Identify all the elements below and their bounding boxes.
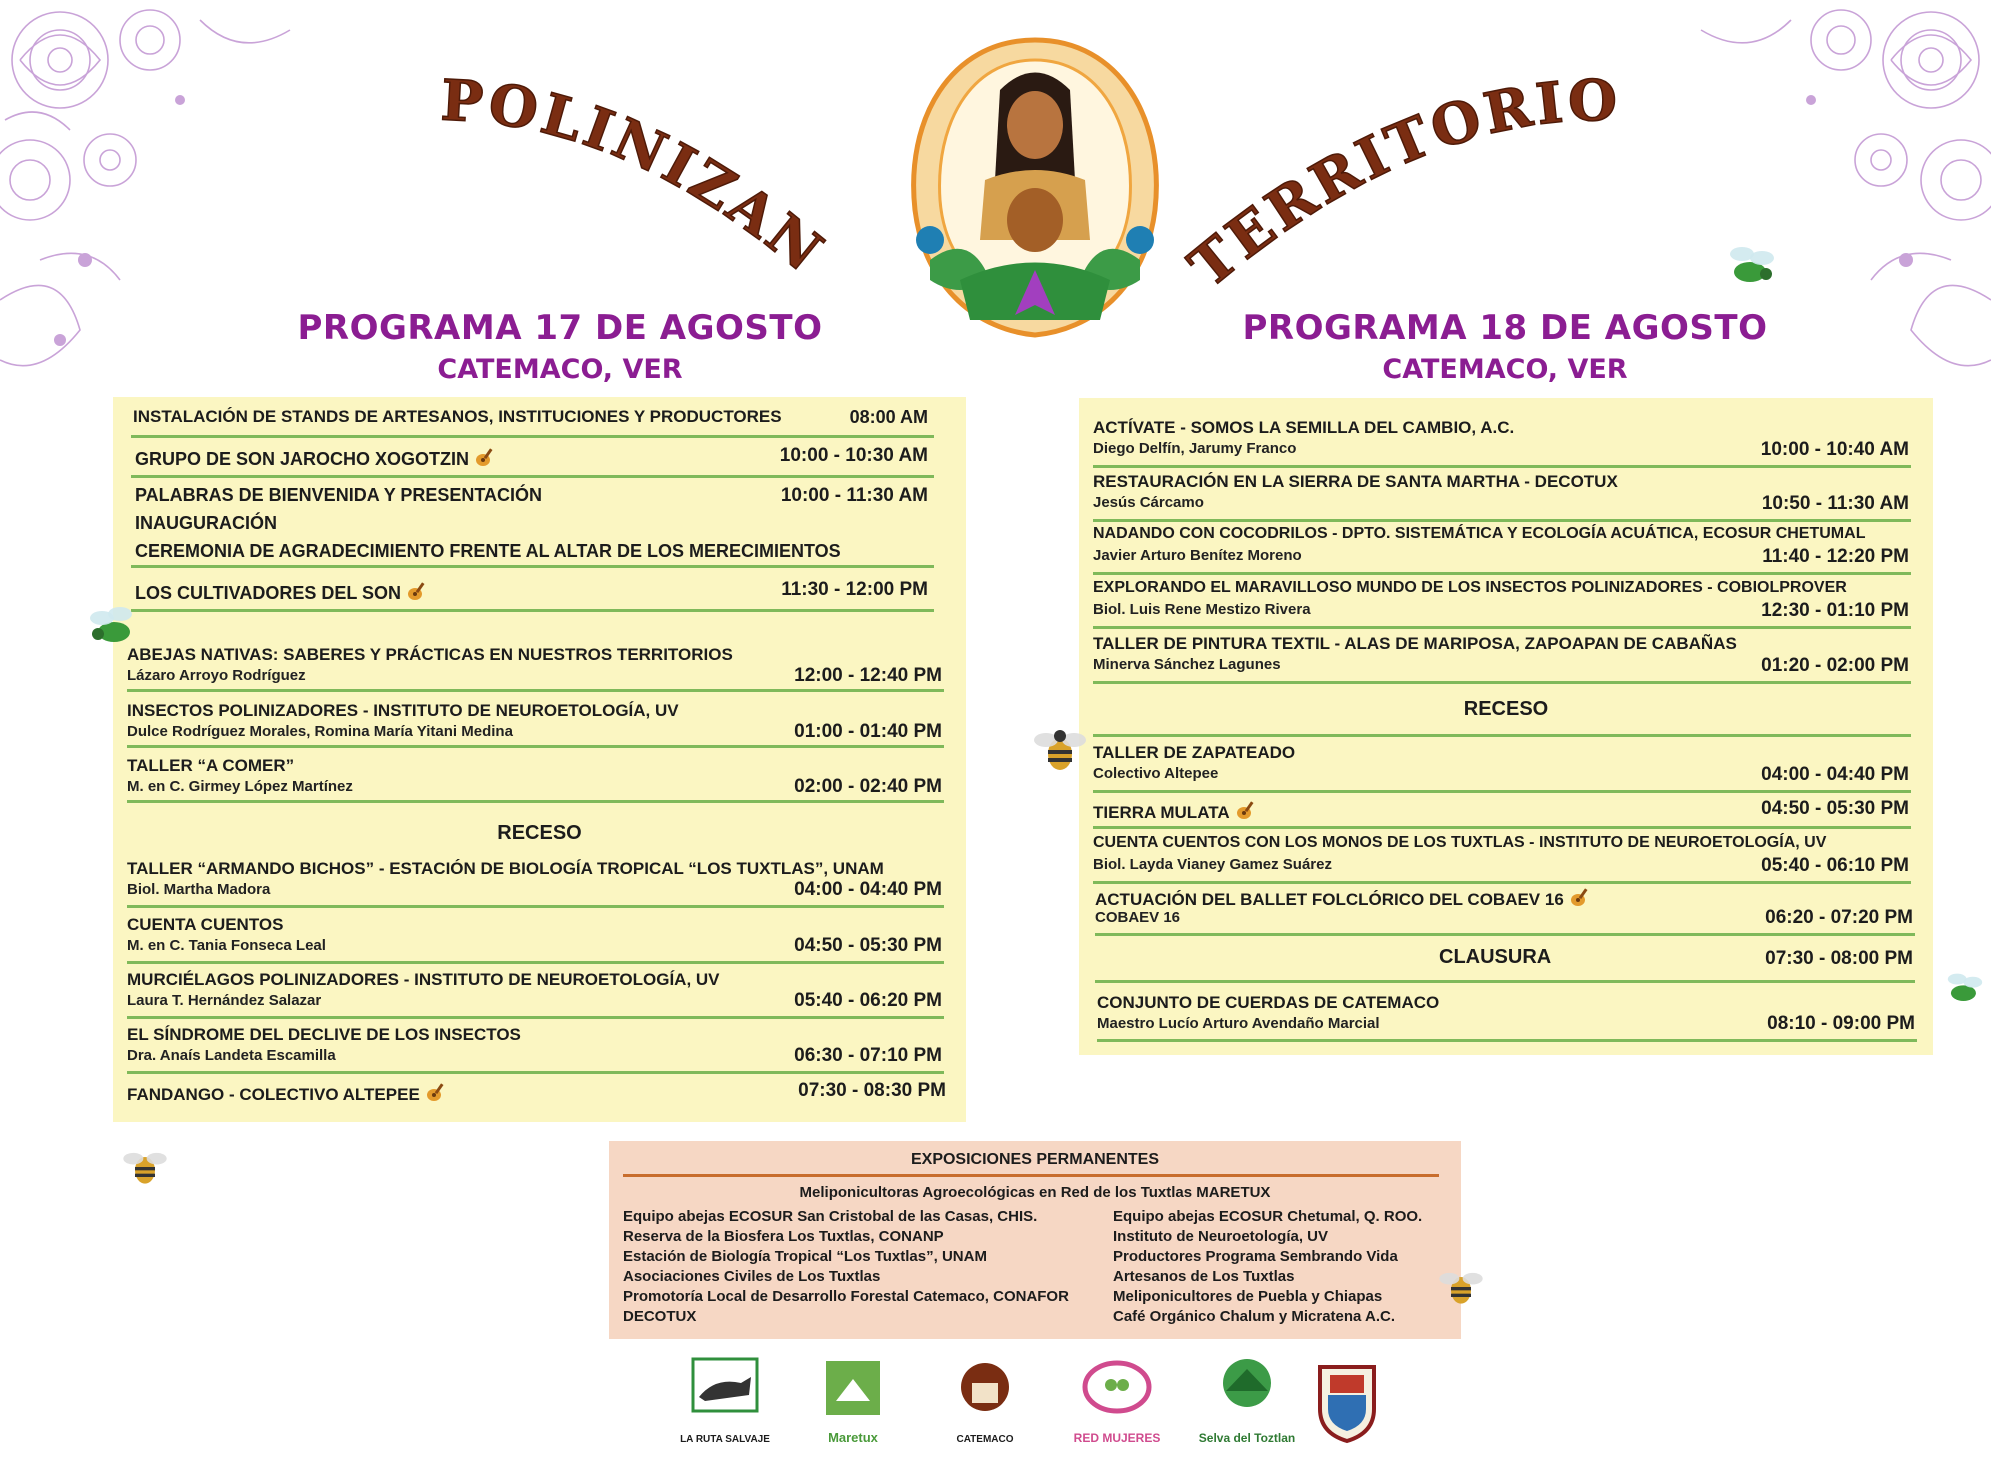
program-heading-left [110, 308, 1010, 385]
item-speaker: Lázaro Arroyo Rodríguez [127, 667, 306, 684]
item-speaker: Dra. Anaís Landeta Escamilla [127, 1047, 336, 1064]
schedule-item-closing [1079, 946, 1933, 986]
item-speaker: Maestro Lucío Arturo Avendaño Marcial [1097, 1015, 1380, 1032]
item-title: EL SÍNDROME DEL DECLIVE DE LOS INSECTOS [127, 1025, 521, 1044]
red-mujeres-icon [1077, 1355, 1157, 1425]
schedule-item [113, 1025, 966, 1073]
schedule-item [113, 485, 966, 565]
item-time: 06:30 - 07:10 PM [794, 1045, 942, 1066]
divider [127, 1071, 944, 1074]
maretux-icon [818, 1355, 888, 1425]
divider [1093, 519, 1911, 522]
exhibitor: Artesanos de Los Tuxtlas [1113, 1268, 1295, 1285]
item-title: PALABRAS DE BIENVENIDA Y PRESENTACIÓN [135, 485, 543, 505]
item-time: 12:30 - 01:10 PM [1761, 600, 1909, 621]
logo-text: CATEMACO [956, 1434, 1014, 1445]
logo-text: Selva del Toztlan [1198, 1431, 1296, 1445]
guitar-icon [1236, 798, 1260, 820]
exhibitor: Estación de Biología Tropical “Los Tuxtlas”, UNAM [623, 1248, 987, 1265]
schedule-item [113, 701, 966, 749]
divider [1093, 826, 1911, 829]
schedule-item [1079, 579, 1933, 629]
guitar-icon [407, 579, 431, 601]
divider [131, 475, 934, 478]
item-speaker: Biol. Layda Vianey Gamez Suárez [1093, 856, 1332, 873]
logo-selva-del-toztlan [1198, 1355, 1296, 1445]
divider [1093, 572, 1911, 575]
logo-text: Maretux [828, 1430, 878, 1445]
schedule-item [113, 575, 966, 615]
item-title: MURCIÉLAGOS POLINIZADORES - INSTITUTO DE NEUROETOLOGÍA, UV [127, 970, 720, 989]
schedule-panel-day2 [1079, 398, 1933, 1055]
item-speaker: Dulce Rodríguez Morales, Romina María Yitani Medina [127, 723, 513, 740]
exhibitor: Reserva de la Biosfera Los Tuxtlas, CONANP [623, 1228, 944, 1245]
item-title [127, 1080, 450, 1105]
item-speaker: Colectivo Altepee [1093, 765, 1219, 782]
divider [127, 689, 944, 692]
bee-icon [1436, 1262, 1486, 1312]
break-label: RECESO [497, 822, 582, 844]
schedule-panel-day1 [113, 397, 966, 1122]
item-speaker: Javier Arturo Benítez Moreno [1093, 547, 1302, 564]
schedule-item [1079, 472, 1933, 522]
item-title [1093, 798, 1260, 823]
divider [131, 609, 934, 612]
item-time: 10:00 - 11:30 AM [780, 485, 928, 506]
schedule-item [113, 756, 966, 804]
item-time: 10:50 - 11:30 AM [1761, 493, 1909, 514]
logo-municipal-shield [1302, 1355, 1392, 1445]
schedule-item [1079, 993, 1933, 1043]
item-title: TALLER “ARMANDO BICHOS” - ESTACIÓN DE BIOLOGÍA TROPICAL “LOS TUXTLAS”, UNAM [127, 859, 884, 878]
item-title: EXPLORANDO EL MARAVILLOSO MUNDO DE LOS INSECTOS POLINIZADORES - COBIOLPROVER [1093, 579, 1847, 596]
item-title: TALLER DE ZAPATEADO [1093, 743, 1296, 762]
exhibitions-box [609, 1141, 1461, 1339]
exhibitions-heading: EXPOSICIONES PERMANENTES [910, 1151, 1160, 1168]
item-speaker: COBAEV 16 [1095, 909, 1181, 926]
item-title-text: FANDANGO - COLECTIVO ALTEPEE [127, 1085, 420, 1104]
item-title: RESTAURACIÓN EN LA SIERRA DE SANTA MARTHA - DECOTUX [1093, 472, 1618, 491]
divider [1093, 734, 1911, 737]
item-time: 01:00 - 01:40 PM [794, 721, 942, 742]
guitar-icon [475, 445, 499, 467]
logo-text: RED MUJERES [1073, 1431, 1161, 1445]
program-date-left: PROGRAMA 17 DE AGOSTO [297, 308, 823, 348]
item-title-text: GRUPO DE SON JAROCHO XOGOTZIN [135, 449, 470, 469]
logo-maretux [808, 1355, 898, 1445]
item-title: NADANDO CON COCODRILOS - DPTO. SISTEMÁTICA Y ECOLOGÍA ACUÁTICA, ECOSUR CHETUMAL [1093, 525, 1866, 542]
divider [1097, 1039, 1917, 1042]
closing-time: 07:30 - 08:00 PM [1765, 948, 1913, 969]
item-time: 08:10 - 09:00 PM [1767, 1013, 1915, 1034]
schedule-item [113, 970, 966, 1018]
divider [127, 905, 944, 908]
divider [131, 435, 934, 438]
schedule-item [113, 445, 966, 481]
jaguar-icon [685, 1355, 765, 1415]
divider [623, 1174, 1439, 1177]
exhibitor: Equipo abejas ECOSUR San Cristobal de las Casas, CHIS. [623, 1208, 1038, 1225]
item-time: 04:50 - 05:30 PM [1761, 798, 1909, 819]
schedule-item [1079, 634, 1933, 684]
schedule-item [1079, 743, 1933, 793]
selva-icon [1212, 1355, 1282, 1415]
central-emblem-illustration [890, 30, 1180, 345]
divider [127, 800, 944, 803]
item-time: 04:00 - 04:40 PM [794, 879, 942, 900]
item-speaker: M. en C. Tania Fonseca Leal [127, 937, 326, 954]
divider [1093, 626, 1911, 629]
item-speaker: Jesús Cárcamo [1093, 494, 1204, 511]
green-bee-icon [80, 600, 144, 656]
title-word-left [393, 8, 840, 300]
schedule-item [113, 1080, 966, 1120]
shield-icon [1312, 1355, 1382, 1445]
divider [1095, 933, 1915, 936]
item-title: INSECTOS POLINIZADORES - INSTITUTO DE NEUROETOLOGÍA, UV [127, 701, 679, 720]
item-time: 12:00 - 12:40 PM [794, 665, 942, 686]
bee-icon [120, 1142, 170, 1192]
divider [127, 961, 944, 964]
divider [1093, 681, 1911, 684]
item-title: CUENTA CUENTOS CON LOS MONOS DE LOS TUXTLAS - INSTITUTO DE NEUROETOLOGÍA, UV [1093, 834, 1827, 851]
guitar-icon [1570, 885, 1594, 907]
schedule-item [1079, 798, 1933, 828]
sponsor-logos [680, 1355, 1360, 1455]
item-title: TALLER DE PINTURA TEXTIL - ALAS DE MARIPOSA, ZAPOAPAN DE CABAÑAS [1093, 634, 1737, 653]
item-title-line2: INAUGURACIÓN [135, 513, 277, 533]
schedule-item [1079, 525, 1933, 575]
closing-label: CLAUSURA [1439, 946, 1552, 968]
schedule-item [1079, 834, 1933, 884]
exhibitor: Meliponicultores de Puebla y Chiapas [1113, 1288, 1383, 1305]
item-title: ACTÍVATE - SOMOS LA SEMILLA DEL CAMBIO, A.C. [1093, 418, 1515, 437]
guitar-icon [426, 1080, 450, 1102]
item-time: 05:40 - 06:10 PM [1761, 855, 1909, 876]
item-time: 08:00 AM [849, 407, 928, 427]
logo-la-ruta-salvaje [680, 1355, 770, 1445]
item-title: CUENTA CUENTOS [127, 915, 284, 934]
item-time: 01:20 - 02:00 PM [1761, 655, 1909, 676]
logo-text: LA RUTA SALVAJE [680, 1434, 770, 1445]
schedule-item [1079, 885, 1933, 935]
item-title: ABEJAS NATIVAS: SABERES Y PRÁCTICAS EN NUESTROS TERRITORIOS [127, 645, 733, 664]
item-time: 04:00 - 04:40 PM [1761, 764, 1909, 785]
divider [1093, 881, 1911, 884]
svg-text:TERRITORIOS: TERRITORIOS [1177, 8, 1622, 301]
item-title: INSTALACIÓN DE STANDS DE ARTESANOS, INSTITUCIONES Y PRODUCTORES [133, 407, 782, 426]
item-time: 07:30 - 08:30 PM [798, 1080, 946, 1101]
item-speaker: Biol. Luis Rene Mestizo Rivera [1093, 601, 1311, 618]
item-title-text: LOS CULTIVADORES DEL SON [135, 583, 402, 603]
item-speaker: Laura T. Hernández Salazar [127, 992, 322, 1009]
exhibitor: Productores Programa Sembrando Vida [1113, 1248, 1398, 1265]
item-title [135, 445, 499, 470]
item-time: 04:50 - 05:30 PM [794, 935, 942, 956]
item-title [1095, 885, 1594, 910]
divider [127, 745, 944, 748]
divider [1093, 790, 1911, 793]
exhibitor: Promotoría Local de Desarrollo Forestal Catemaco, CONAFOR [623, 1288, 1069, 1305]
item-speaker: Minerva Sánchez Lagunes [1093, 656, 1281, 673]
item-title-text: TIERRA MULATA [1093, 803, 1230, 822]
program-heading-right [1055, 308, 1955, 385]
divider [1093, 465, 1911, 468]
break-label: RECESO [1463, 698, 1549, 720]
schedule-item [113, 915, 966, 963]
catemaco-icon [950, 1355, 1020, 1425]
divider [131, 565, 934, 568]
logo-catemaco [940, 1355, 1030, 1445]
item-time: 02:00 - 02:40 PM [794, 776, 942, 797]
program-date-right: PROGRAMA 18 DE AGOSTO [1242, 308, 1768, 348]
item-title: CONJUNTO DE CUERDAS DE CATEMACO [1097, 993, 1440, 1012]
bee-icon [1030, 720, 1090, 780]
schedule-item [113, 407, 966, 443]
item-speaker: Diego Delfín, Jarumy Franco [1093, 440, 1297, 457]
program-city-left: CATEMACO, VER [437, 354, 683, 385]
item-time: 05:40 - 06:20 PM [794, 990, 942, 1011]
item-speaker: M. en C. Girmey López Martínez [127, 778, 353, 795]
item-title [135, 579, 431, 604]
exhibitors-left-column [623, 1207, 1069, 1327]
item-time: 10:00 - 10:40 AM [1760, 439, 1909, 460]
svg-text:POLINIZANDO: POLINIZANDO [393, 8, 838, 288]
program-city-right: CATEMACO, VER [1382, 354, 1628, 385]
schedule-item [113, 645, 966, 693]
item-title-line3: CEREMONIA DE AGRADECIMIENTO FRENTE AL ALTAR DE LOS MERECIMIENTOS [135, 541, 841, 561]
exhibitor: Asociaciones Civiles de Los Tuxtlas [623, 1268, 881, 1285]
title-word-right [1177, 8, 1622, 301]
exhibitor: Café Orgánico Chalum y Micratena A.C. [1113, 1308, 1396, 1325]
exhibitors-right-column [1113, 1207, 1422, 1327]
exhibitor: Instituto de Neuroetología, UV [1113, 1228, 1329, 1245]
exhibitions-subheading: Meliponicultoras Agroecológicas en Red de los Tuxtlas MARETUX [799, 1184, 1271, 1201]
item-time: 11:40 - 12:20 PM [1762, 546, 1909, 567]
item-time: 11:30 - 12:00 PM [781, 579, 928, 600]
item-title: TALLER “A COMER” [127, 756, 295, 775]
divider [1095, 980, 1915, 983]
logo-red-mujeres [1072, 1355, 1162, 1445]
item-time: 06:20 - 07:20 PM [1765, 907, 1913, 928]
item-title-text: ACTUACIÓN DEL BALLET FOLCLÓRICO DEL COBAEV 16 [1095, 890, 1564, 909]
divider [127, 1016, 944, 1019]
exhibitor: DECOTUX [623, 1308, 697, 1325]
green-bee-icon [1940, 965, 1990, 1015]
item-time: 10:00 - 10:30 AM [779, 445, 928, 466]
item-speaker: Biol. Martha Madora [127, 881, 271, 898]
schedule-item [113, 859, 966, 907]
exhibitor: Equipo abejas ECOSUR Chetumal, Q. ROO. [1113, 1208, 1423, 1225]
schedule-item [1079, 418, 1933, 468]
green-bee-icon [1720, 240, 1784, 296]
